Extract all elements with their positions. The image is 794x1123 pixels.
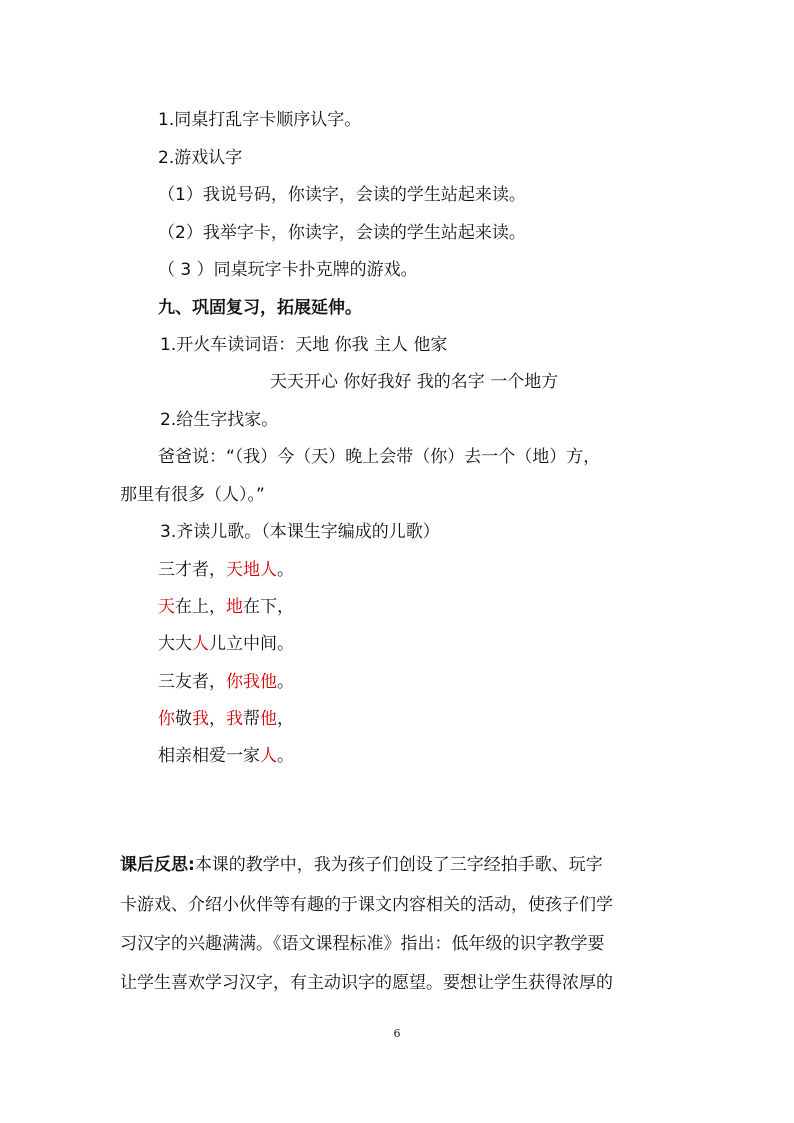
poem-text: 敬 [175,709,192,729]
page-number: 6 [393,1027,401,1040]
reflection-line-4: 让学生喜欢学习汉字，有主动识字的愿望。要想让学生获得浓厚的 [120,973,613,993]
poem-text: 。 [277,560,294,580]
reflection-line-1 [120,853,603,877]
game-item-1: （1）我说号码，你读字，会读的学生站起来读。 [158,185,526,205]
train-words-1: 1.开火车读词语：天地 你我 主人 他家 [160,335,448,355]
poem-highlight: 你我他 [226,672,277,692]
poem-text: 在下， [243,597,294,617]
poem-highlight: 人 [192,634,209,654]
dad-says-line-1: 爸爸说：“（我）今（天）晚上会带（你）去一个（地）方， [158,447,601,467]
poem-text: 。 [277,746,294,766]
poem-highlight: 他 [260,709,277,729]
poem-text: ， [209,709,226,729]
poem-text: 儿立中间。 [209,634,294,654]
step-2: 2.游戏认字 [158,148,243,168]
train-words-2: 天天开心 你好我好 我的名字 一个地方 [270,372,559,392]
poem-highlight: 天地人 [226,560,277,580]
poem-text: 。 [277,672,294,692]
reflection-line-2: 卡游戏、介绍小伙伴等有趣的于课文内容相关的活动，使孩子们学 [120,895,613,915]
poem-text: 三才者， [158,560,226,580]
dad-says-line-2: 那里有很多（人）。” [120,485,265,505]
game-item-3: （ 3 ）同桌玩字卡扑克牌的游戏。 [158,260,418,280]
reflection-label: 课后反思: [120,855,195,875]
poem-line-1 [158,558,294,582]
poem-line-5 [158,707,294,731]
find-home-title: 2.给生字找家。 [160,410,279,430]
poem-line-3 [158,632,294,656]
section-heading: 九、巩固复习，拓展延伸。 [158,298,362,318]
reflection-text: 本课的教学中，我为孩子们创设了三字经拍手歌、玩字 [194,855,603,875]
poem-text: 相亲相爱一家 [158,746,260,766]
reflection-line-3: 习汉字的兴趣满满。《语文课程标准》指出：低年级的识字教学要 [120,934,605,954]
poem-highlight: 天 [158,597,175,617]
poem-highlight: 我 [192,709,209,729]
poem-text: ， [277,709,294,729]
step-1: 1.同桌打乱字卡顺序认字。 [158,110,362,130]
poem-highlight: 人 [260,746,277,766]
poem-text: 在上， [175,597,226,617]
game-item-2: （2）我举字卡，你读字，会读的学生站起来读。 [158,223,526,243]
poem-line-6 [158,744,294,768]
poem-line-2 [158,595,294,619]
chant-title: 3.齐读儿歌。（本课生字编成的儿歌） [160,522,440,542]
poem-text: 帮 [243,709,260,729]
poem-text: 三友者， [158,672,226,692]
poem-line-4 [158,670,294,694]
poem-highlight: 你 [158,709,175,729]
poem-text: 大大 [158,634,192,654]
poem-highlight: 地 [226,597,243,617]
poem-highlight: 我 [226,709,243,729]
